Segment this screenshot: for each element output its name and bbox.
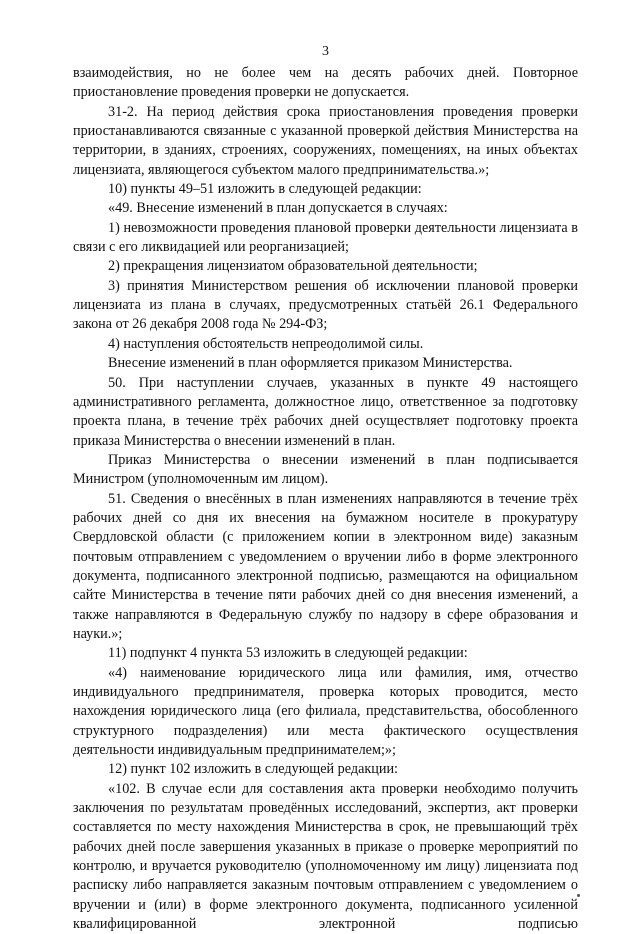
scan-dot <box>577 894 580 897</box>
paragraph-51: 51. Сведения о внесённых в план изменениях направляются в течение трёх рабочих дней со дня их внесения на бумажном носителе в прокуратуру Свердловской области (с приложением копии в электронном виде) заказным почтовым отправлением с уведомлением о вручении либо в форме электронного документа, подписанного электронной подписью, размещаются на официальном сайте Министерства в течение пяти рабочих дней со дня внесения изменений, а также направляются в Федеральную службу по надзору в сфере образования и науки.»; <box>73 490 578 642</box>
paragraph-amendment-10: 10) пункты 49–51 изложить в следующей редакции: <box>108 181 422 198</box>
paragraph-49-item-1: 1) невозможности проведения плановой проверки деятельности лицензиата в связи с его ликвидацией или реорганизацией; <box>73 219 578 256</box>
paragraph-50: 50. При наступлении случаев, указанных в пункте 49 настоящего административного регламента, должностное лицо, ответственное за подготовку проекта плана, в течение трёх рабочих дней осуществляет подготовку проекта приказа Министерства о внесении изменений в план. <box>73 374 578 449</box>
paragraph-53-item-4: «4) наименование юридического лица или фамилия, имя, отчество индивидуального предпринимателя, проверка которых проводится, место нахождения юридического лица (его филиала, представительства, обособленного структурного подразделения) или места фактического осуществления деятельности индивидуальным предпринимателем;»; <box>73 664 578 759</box>
paragraph-50-order: Приказ Министерства о внесении изменений в план подписывается Министром (уполномоченным им лицом). <box>73 451 578 488</box>
paragraph-49-item-2: 2) прекращения лицензиатом образовательной деятельности; <box>108 258 478 275</box>
paragraph-49-item-3: 3) принятия Министерством решения об исключении плановой проверки лицензиата из плана в случаях, предусмотренных статьёй 26.1 Федерального закона от 26 декабря 2008 года № 294-ФЗ; <box>73 277 578 333</box>
paragraph-102: «102. В случае если для составления акта проверки необходимо получить заключения по результатам проведённых исследований, экспертиз, акт проверки составляется по месту нахождения Министерства в срок, не превышающий трёх рабочих дней после завершения указанных в приказе о проверке мероприятий по контролю, и вручается руководителю (уполномоченному им лицу) лицензиата под расписку либо направляется заказным почтовым отправлением с уведомлением о вручении и (или) в форме электронного документа, подписанного усиленной квалифицированной электронной подписью <box>73 780 578 933</box>
paragraph-continuation: взаимодействия, но не более чем на десять рабочих дней. Повторное приостановление проведения проверки не допускается. <box>73 65 578 101</box>
paragraph-amendment-12: 12) пункт 102 изложить в следующей редакции: <box>108 761 398 778</box>
paragraph-amendment-11: 11) подпункт 4 пункта 53 изложить в следующей редакции: <box>108 645 468 662</box>
paragraph-49-order: Внесение изменений в план оформляется приказом Министерства. <box>108 355 513 372</box>
document-body <box>73 64 578 934</box>
paragraph-49: «49. Внесение изменений в план допускается в случаях: <box>108 200 448 217</box>
page-number: 3 <box>322 44 329 59</box>
paragraph-31-2: 31-2. На период действия срока приостановления проведения проверки приостанавливаются связанные с указанной проверкой действия Министерства на территории, в зданиях, строениях, сооружениях, помещениях, на иных объектах лицензиата, являющегося субъектом малого предпринимательства.»; <box>73 103 578 178</box>
paragraph-49-item-4: 4) наступления обстоятельств непреодолимой силы. <box>108 335 424 352</box>
